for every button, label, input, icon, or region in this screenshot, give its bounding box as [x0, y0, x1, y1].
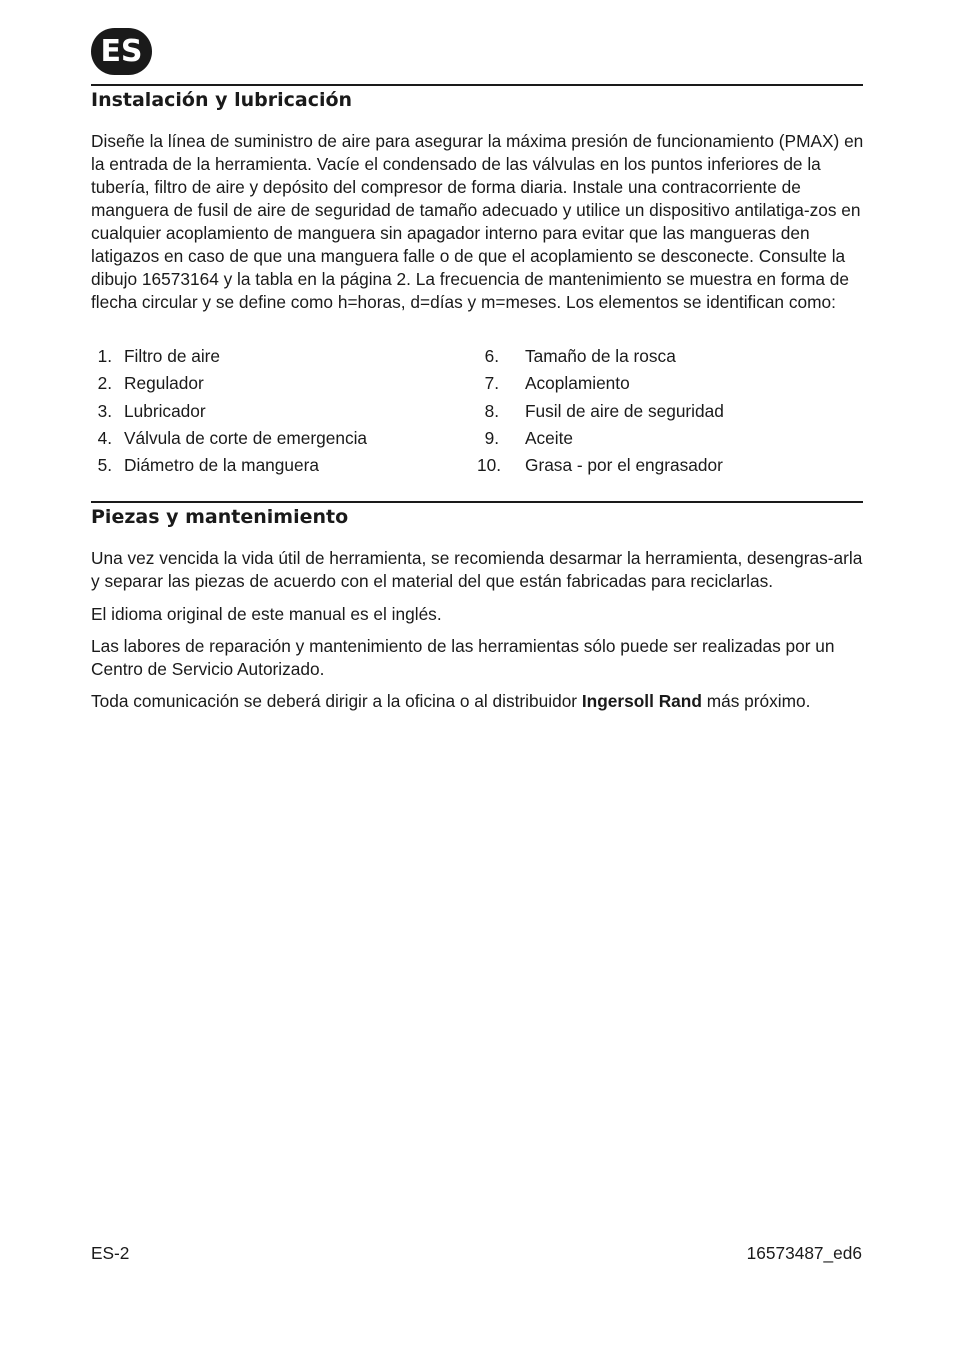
section-divider-top	[91, 84, 863, 86]
list-item	[91, 427, 863, 454]
list-item	[91, 345, 863, 372]
service-paragraph: Las labores de reparación y mantenimiento de las herramientas sólo puede ser realizadas por un Centro de Servicio Autorizado.	[91, 636, 835, 679]
list-item-number: 10.	[477, 455, 502, 476]
list-item	[91, 372, 863, 399]
contact-paragraph	[91, 690, 866, 713]
language-note-paragraph: El idioma original de este manual es el inglés.	[91, 604, 442, 624]
list-item-number: 5.	[97, 455, 112, 476]
list-item-label: Regulador	[124, 373, 204, 394]
list-item-label: Válvula de corte de emergencia	[124, 427, 368, 448]
list-item-label: Acoplamiento	[525, 373, 630, 394]
language-badge: ES	[91, 28, 152, 75]
list-item-label: Aceite	[525, 427, 574, 448]
disposal-paragraph: Una vez vencida la vida útil de herramienta, se recomienda desarmar la herramienta, desengras-arla y separar las piezas de acuerdo con el material del que están fabricadas para reciclarlas.	[91, 548, 863, 591]
list-item-label: Grasa - por el engrasador	[525, 455, 723, 476]
brand-name: Ingersoll Rand	[581, 691, 702, 711]
section-divider-parts	[91, 501, 863, 503]
list-item-number: 7.	[484, 373, 499, 394]
document-id: 16573487_ed6	[746, 1243, 862, 1263]
list-item-label: Tamaño de la rosca	[525, 346, 676, 366]
list-item	[91, 400, 863, 427]
page-number: ES-2	[91, 1243, 130, 1263]
list-item	[91, 454, 863, 481]
installation-paragraph	[91, 130, 866, 314]
contact-text-prefix: Toda comunicación se deberá dirigir a la oficina o al distribuidor	[91, 691, 578, 711]
list-item-label: Filtro de aire	[124, 346, 221, 366]
contact-text-suffix: más próximo.	[706, 691, 811, 711]
list-item-number: 6.	[484, 346, 499, 366]
list-item-number: 8.	[484, 400, 499, 421]
section-title-parts: Piezas y mantenimiento	[91, 506, 349, 528]
list-item-number: 2.	[97, 373, 112, 394]
list-item-label: Fusil de aire de seguridad	[525, 400, 724, 421]
list-item-number: 9.	[484, 427, 499, 448]
list-item-label: Lubricador	[124, 400, 206, 421]
section-title-installation: Instalación y lubricación	[91, 89, 353, 111]
list-item-number: 3.	[97, 400, 112, 421]
component-list	[91, 345, 863, 481]
installation-body: Diseñe la línea de suministro de aire para asegurar la máxima presión de funcionamiento (PMAX) en la entrada de la herramienta. Vacíe el condensado de las válvulas en los puntos inferiores de la tubería, filtro de aire y depósito del compresor de forma diaria. Instale una contracorriente de manguera de fusil de aire de seguridad de tamaño adecuado y utilice un dispositivo antilatiga-zos en cualquier acoplamiento de manguera sin apagador interno para evitar que las mangueras den latigazos en caso de que una manguera falle o de que el acoplamiento se desconecte. Consulte la dibujo 16573164 y la tabla en la página 2. La frecuencia de mantenimiento se muestra en forma de flecha circular y se define como h=horas, d=días y m=meses. Los elementos se identifican como:	[91, 131, 864, 312]
list-item-number: 4.	[97, 427, 112, 448]
list-item-number: 1.	[97, 346, 112, 366]
list-item-label: Diámetro de la manguera	[124, 455, 319, 476]
